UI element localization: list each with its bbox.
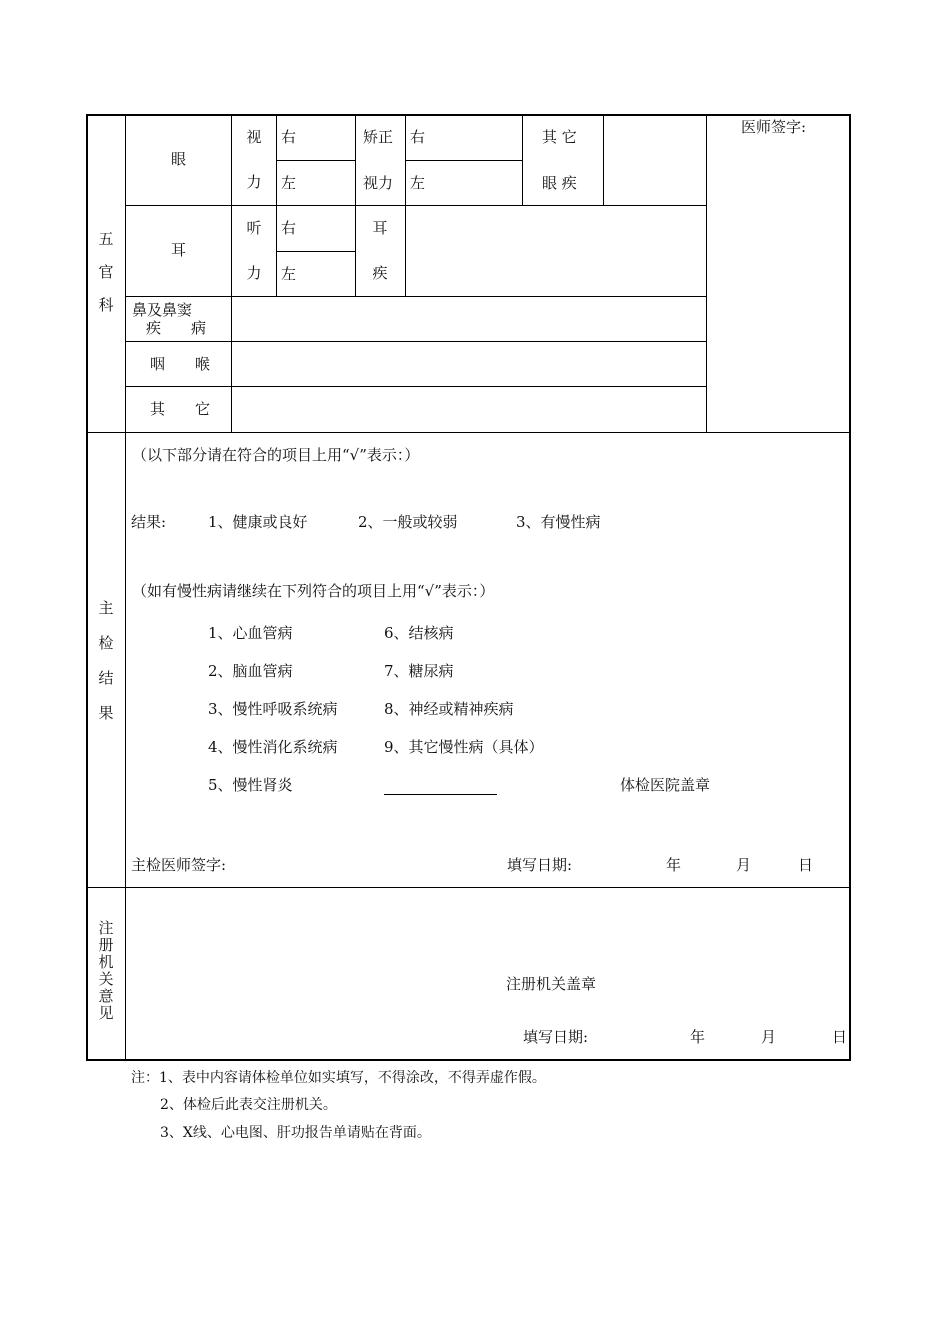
nose-disease-field[interactable] <box>234 299 704 339</box>
instruction-line-1: （以下部分请在符合的项目上用“√”表示：） <box>132 446 420 464</box>
note-line-1: 注：1、表中内容请体检单位如实填写，不得涂改，不得弄虚作假。 <box>131 1070 546 1086</box>
disease-option-8[interactable]: 8、神经或精神疾病 <box>384 700 514 718</box>
nose-label-line1: 鼻及鼻窦 <box>132 301 193 319</box>
disease-option-6[interactable]: 6、结核病 <box>384 624 454 642</box>
other-eye-disease-field[interactable] <box>606 118 704 203</box>
registration-date-day-field[interactable] <box>782 1024 828 1052</box>
disease-option-1[interactable]: 1、心血管病 <box>208 624 293 642</box>
chief-doctor-sign-label: 主检医师签字: <box>131 856 227 874</box>
registration-date-year-field[interactable] <box>610 1024 686 1052</box>
ear-disease-label: 耳 疾 <box>372 219 388 282</box>
corrected-vision-label-bottom: 视力 <box>363 174 394 192</box>
doctor-sign-field[interactable] <box>710 142 846 430</box>
disease-option-2[interactable]: 2、脑血管病 <box>208 662 293 680</box>
exam-date-day-field[interactable] <box>756 852 796 880</box>
other-eye-label-top: 其 它 <box>542 128 577 146</box>
disease-option-5[interactable]: 5、慢性肾炎 <box>208 776 293 794</box>
registration-date-label: 填写日期: <box>523 1028 589 1046</box>
corrected-left-field[interactable] <box>430 164 518 202</box>
hearing-right-field[interactable] <box>300 209 352 249</box>
registration-date-day-label: 日 <box>832 1028 848 1046</box>
note-line-2: 2、体检后此表交注册机关。 <box>160 1097 337 1113</box>
exam-date-year-field[interactable] <box>590 852 662 880</box>
throat-label: 咽 喉 <box>150 355 211 373</box>
doctor-sign-label: 医师签字: <box>741 118 807 136</box>
hearing-left-field[interactable] <box>300 255 352 293</box>
instruction-line-2: （如有慢性病请继续在下列符合的项目上用“√”表示：） <box>132 582 495 600</box>
exam-date-year-label: 年 <box>666 856 682 874</box>
other-chronic-disease-input-line[interactable] <box>384 794 497 795</box>
result-option-chronic[interactable]: 3、有慢性病 <box>516 513 601 531</box>
other-eye-label-bottom: 眼 疾 <box>542 174 577 192</box>
disease-option-9[interactable]: 9、其它慢性病（具体） <box>384 738 544 756</box>
corrected-left-label: 左 <box>410 174 426 192</box>
exam-date-month-field[interactable] <box>686 852 732 880</box>
result-option-healthy[interactable]: 1、健康或良好 <box>208 513 308 531</box>
note-line-3: 3、X线、心电图、肝功报告单请贴在背面。 <box>160 1125 431 1141</box>
registration-date-month-label: 月 <box>761 1028 777 1046</box>
section-label-registration: 注 册 机 关 意 见 <box>98 919 114 1022</box>
result-option-general[interactable]: 2、一般或较弱 <box>358 513 458 531</box>
corrected-right-field[interactable] <box>430 118 518 158</box>
vision-right-label: 右 <box>281 128 297 146</box>
other-label: 其 它 <box>150 400 211 418</box>
eye-label: 眼 <box>171 150 187 168</box>
hearing-label: 听 力 <box>246 219 262 282</box>
registration-date-year-label: 年 <box>690 1028 706 1046</box>
ear-label: 耳 <box>171 241 187 259</box>
other-field[interactable] <box>234 389 704 430</box>
exam-date-day-label: 日 <box>798 856 814 874</box>
exam-date-label: 填写日期: <box>507 856 573 874</box>
corrected-vision-label-top: 矫正 <box>363 128 394 146</box>
disease-option-4[interactable]: 4、慢性消化系统病 <box>208 738 338 756</box>
disease-option-7[interactable]: 7、糖尿病 <box>384 662 454 680</box>
hospital-seal-label: 体检医院盖章 <box>620 776 711 794</box>
chief-doctor-sign-field[interactable] <box>245 852 485 880</box>
vision-left-field[interactable] <box>300 164 352 202</box>
section-label-wuguan: 五 官 科 <box>98 230 114 314</box>
registration-opinion-field[interactable] <box>130 892 845 970</box>
registration-date-month-field[interactable] <box>710 1024 758 1052</box>
hearing-right-label: 右 <box>281 219 297 237</box>
registration-seal-label: 注册机关盖章 <box>506 975 597 993</box>
throat-field[interactable] <box>234 344 704 384</box>
exam-date-month-label: 月 <box>736 856 752 874</box>
ear-disease-field[interactable] <box>408 209 704 294</box>
hearing-left-label: 左 <box>281 265 297 283</box>
nose-label-line2: 疾 病 <box>146 319 207 337</box>
result-label: 结果: <box>131 513 167 531</box>
vision-right-field[interactable] <box>300 118 352 158</box>
corrected-right-label: 右 <box>410 128 426 146</box>
section-label-zhujian: 主 检 结 果 <box>98 599 114 722</box>
vision-left-label: 左 <box>281 174 297 192</box>
disease-option-3[interactable]: 3、慢性呼吸系统病 <box>208 700 338 718</box>
vision-label: 视 力 <box>246 128 262 191</box>
